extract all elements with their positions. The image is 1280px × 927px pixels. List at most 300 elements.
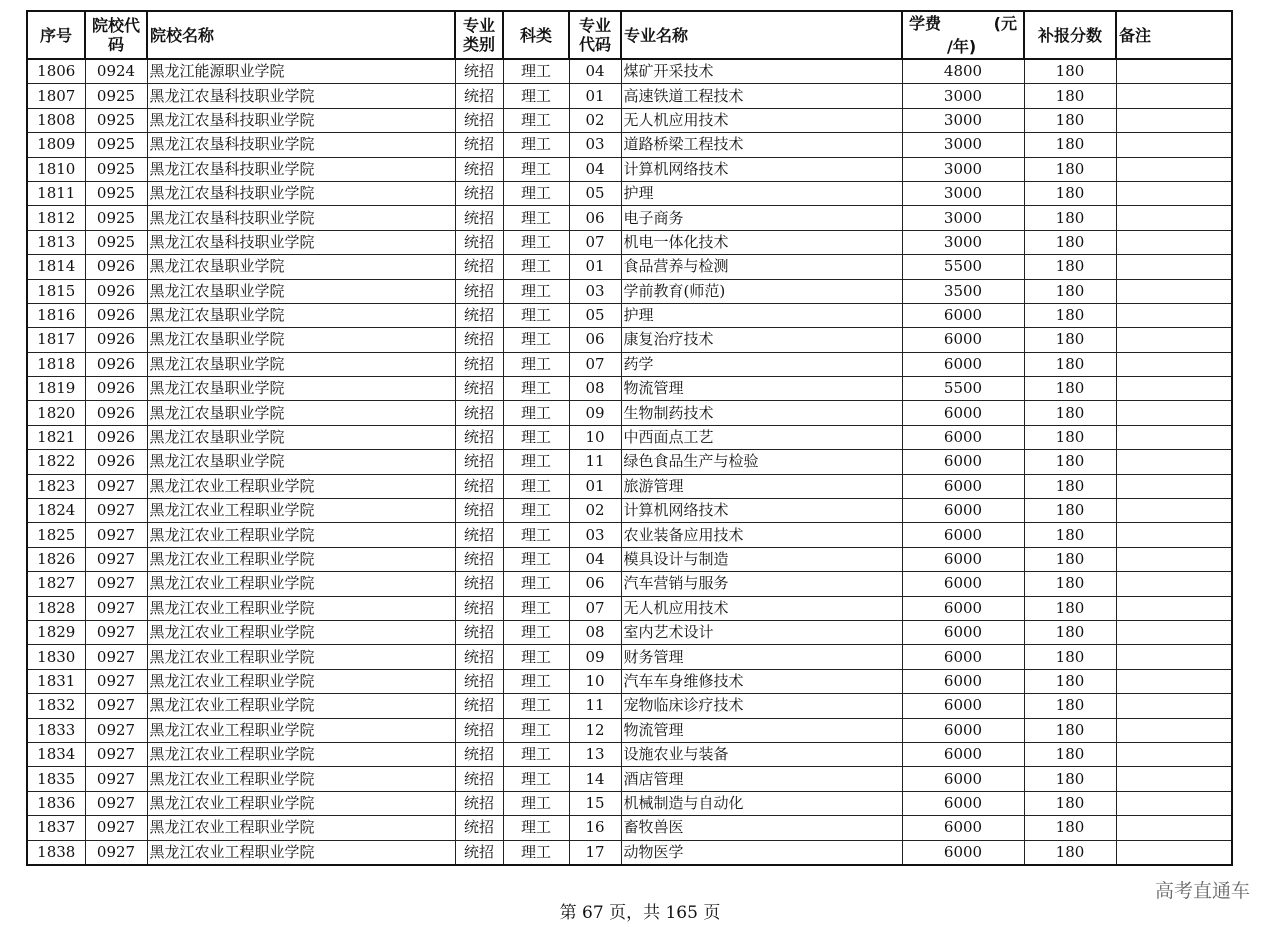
cell-major-type: 统招	[455, 523, 503, 547]
cell-major-name: 药学	[621, 352, 902, 376]
cell-school-name: 黑龙江农业工程职业学院	[147, 767, 455, 791]
table-row	[27, 523, 1232, 547]
cell-school-name: 黑龙江农业工程职业学院	[147, 499, 455, 523]
cell-fee: 3500	[902, 279, 1024, 303]
table-row	[27, 547, 1232, 571]
cell-note	[1116, 133, 1232, 157]
cell-fee: 6000	[902, 694, 1024, 718]
header-school-code: 院校代码	[85, 11, 147, 59]
cell-fee: 3000	[902, 230, 1024, 254]
cell-major-name: 机电一体化技术	[621, 230, 902, 254]
admissions-table-container	[26, 10, 1231, 866]
header-score: 补报分数	[1024, 11, 1116, 59]
cell-subject: 理工	[503, 401, 569, 425]
cell-major-name: 农业装备应用技术	[621, 523, 902, 547]
cell-fee: 6000	[902, 499, 1024, 523]
cell-major-name: 室内艺术设计	[621, 620, 902, 644]
cell-major-code: 07	[569, 352, 621, 376]
cell-major-type: 统招	[455, 328, 503, 352]
cell-seq: 1830	[27, 645, 85, 669]
cell-note	[1116, 279, 1232, 303]
cell-school-code: 0925	[85, 181, 147, 205]
cell-score: 180	[1024, 669, 1116, 693]
cell-note	[1116, 572, 1232, 596]
cell-subject: 理工	[503, 547, 569, 571]
cell-subject: 理工	[503, 206, 569, 230]
cell-major-code: 09	[569, 645, 621, 669]
cell-school-name: 黑龙江农业工程职业学院	[147, 572, 455, 596]
cell-note	[1116, 645, 1232, 669]
cell-major-code: 01	[569, 255, 621, 279]
cell-major-code: 08	[569, 377, 621, 401]
cell-major-name: 机械制造与自动化	[621, 791, 902, 815]
cell-major-code: 02	[569, 108, 621, 132]
cell-score: 180	[1024, 474, 1116, 498]
table-row	[27, 499, 1232, 523]
cell-fee: 6000	[902, 596, 1024, 620]
cell-fee: 6000	[902, 547, 1024, 571]
cell-major-type: 统招	[455, 718, 503, 742]
cell-seq: 1815	[27, 279, 85, 303]
cell-subject: 理工	[503, 572, 569, 596]
cell-major-code: 11	[569, 694, 621, 718]
watermark-text: 高考直通车	[1154, 880, 1250, 902]
cell-fee: 6000	[902, 425, 1024, 449]
cell-score: 180	[1024, 352, 1116, 376]
cell-seq: 1811	[27, 181, 85, 205]
cell-score: 180	[1024, 742, 1116, 766]
table-row	[27, 669, 1232, 693]
cell-note	[1116, 816, 1232, 840]
cell-major-name: 酒店管理	[621, 767, 902, 791]
cell-note	[1116, 840, 1232, 865]
cell-subject: 理工	[503, 279, 569, 303]
cell-school-name: 黑龙江农业工程职业学院	[147, 620, 455, 644]
cell-school-code: 0926	[85, 377, 147, 401]
cell-note	[1116, 59, 1232, 84]
cell-note	[1116, 669, 1232, 693]
cell-fee: 6000	[902, 791, 1024, 815]
cell-subject: 理工	[503, 450, 569, 474]
cell-major-type: 统招	[455, 816, 503, 840]
cell-seq: 1812	[27, 206, 85, 230]
cell-major-type: 统招	[455, 840, 503, 865]
cell-major-type: 统招	[455, 596, 503, 620]
cell-score: 180	[1024, 620, 1116, 644]
cell-school-code: 0925	[85, 84, 147, 108]
table-row	[27, 279, 1232, 303]
cell-major-code: 04	[569, 157, 621, 181]
cell-major-name: 无人机应用技术	[621, 108, 902, 132]
cell-major-name: 学前教育(师范)	[621, 279, 902, 303]
table-row	[27, 206, 1232, 230]
cell-note	[1116, 523, 1232, 547]
cell-seq: 1806	[27, 59, 85, 84]
cell-seq: 1822	[27, 450, 85, 474]
cell-fee: 3000	[902, 108, 1024, 132]
cell-major-name: 计算机网络技术	[621, 157, 902, 181]
table-row	[27, 352, 1232, 376]
cell-subject: 理工	[503, 742, 569, 766]
cell-score: 180	[1024, 279, 1116, 303]
cell-school-code: 0925	[85, 108, 147, 132]
cell-major-type: 统招	[455, 547, 503, 571]
cell-school-name: 黑龙江农垦职业学院	[147, 352, 455, 376]
cell-school-code: 0925	[85, 157, 147, 181]
table-row	[27, 474, 1232, 498]
cell-subject: 理工	[503, 255, 569, 279]
cell-seq: 1829	[27, 620, 85, 644]
table-row	[27, 450, 1232, 474]
cell-major-type: 统招	[455, 230, 503, 254]
cell-major-name: 食品营养与检测	[621, 255, 902, 279]
cell-school-code: 0927	[85, 669, 147, 693]
cell-major-code: 01	[569, 474, 621, 498]
cell-subject: 理工	[503, 328, 569, 352]
cell-seq: 1813	[27, 230, 85, 254]
cell-major-name: 护理	[621, 303, 902, 327]
cell-subject: 理工	[503, 596, 569, 620]
cell-school-code: 0927	[85, 523, 147, 547]
cell-score: 180	[1024, 255, 1116, 279]
cell-note	[1116, 499, 1232, 523]
admissions-table	[26, 10, 1233, 866]
cell-note	[1116, 352, 1232, 376]
cell-major-type: 统招	[455, 59, 503, 84]
cell-seq: 1826	[27, 547, 85, 571]
header-seq: 序号	[27, 11, 85, 59]
cell-note	[1116, 791, 1232, 815]
cell-subject: 理工	[503, 474, 569, 498]
cell-fee: 5500	[902, 255, 1024, 279]
cell-seq: 1820	[27, 401, 85, 425]
cell-school-name: 黑龙江农业工程职业学院	[147, 547, 455, 571]
cell-school-name: 黑龙江农业工程职业学院	[147, 669, 455, 693]
cell-note	[1116, 157, 1232, 181]
cell-major-name: 电子商务	[621, 206, 902, 230]
cell-fee: 3000	[902, 84, 1024, 108]
cell-note	[1116, 425, 1232, 449]
cell-major-name: 康复治疗技术	[621, 328, 902, 352]
cell-score: 180	[1024, 450, 1116, 474]
cell-seq: 1832	[27, 694, 85, 718]
header-major-type: 专业类别	[455, 11, 503, 59]
cell-subject: 理工	[503, 377, 569, 401]
table-row	[27, 133, 1232, 157]
cell-major-code: 10	[569, 425, 621, 449]
cell-school-code: 0927	[85, 572, 147, 596]
cell-major-code: 07	[569, 596, 621, 620]
cell-school-name: 黑龙江农垦科技职业学院	[147, 133, 455, 157]
table-row	[27, 718, 1232, 742]
cell-school-name: 黑龙江农垦科技职业学院	[147, 230, 455, 254]
cell-subject: 理工	[503, 108, 569, 132]
cell-note	[1116, 401, 1232, 425]
cell-major-type: 统招	[455, 499, 503, 523]
cell-major-type: 统招	[455, 669, 503, 693]
cell-note	[1116, 377, 1232, 401]
header-school-name: 院校名称	[147, 11, 455, 59]
cell-seq: 1825	[27, 523, 85, 547]
cell-score: 180	[1024, 181, 1116, 205]
cell-major-code: 03	[569, 133, 621, 157]
cell-school-name: 黑龙江农业工程职业学院	[147, 742, 455, 766]
cell-major-type: 统招	[455, 450, 503, 474]
cell-major-name: 无人机应用技术	[621, 596, 902, 620]
cell-seq: 1819	[27, 377, 85, 401]
cell-fee: 6000	[902, 669, 1024, 693]
cell-subject: 理工	[503, 645, 569, 669]
cell-score: 180	[1024, 377, 1116, 401]
cell-school-name: 黑龙江农垦职业学院	[147, 450, 455, 474]
cell-school-name: 黑龙江农垦职业学院	[147, 425, 455, 449]
cell-seq: 1816	[27, 303, 85, 327]
cell-score: 180	[1024, 694, 1116, 718]
cell-major-name: 绿色食品生产与检验	[621, 450, 902, 474]
cell-school-code: 0927	[85, 694, 147, 718]
cell-note	[1116, 596, 1232, 620]
cell-score: 180	[1024, 328, 1116, 352]
table-header-row	[27, 11, 1232, 59]
cell-note	[1116, 694, 1232, 718]
cell-seq: 1833	[27, 718, 85, 742]
cell-seq: 1831	[27, 669, 85, 693]
cell-subject: 理工	[503, 669, 569, 693]
cell-major-type: 统招	[455, 425, 503, 449]
cell-score: 180	[1024, 230, 1116, 254]
cell-note	[1116, 742, 1232, 766]
header-note: 备注	[1116, 11, 1232, 59]
header-fee-unit-year: /年)	[947, 37, 977, 56]
cell-seq: 1835	[27, 767, 85, 791]
cell-fee: 6000	[902, 523, 1024, 547]
cell-school-code: 0926	[85, 328, 147, 352]
cell-major-type: 统招	[455, 377, 503, 401]
cell-score: 180	[1024, 572, 1116, 596]
cell-major-name: 宠物临床诊疗技术	[621, 694, 902, 718]
cell-school-code: 0926	[85, 450, 147, 474]
cell-note	[1116, 450, 1232, 474]
cell-school-name: 黑龙江农业工程职业学院	[147, 816, 455, 840]
cell-note	[1116, 620, 1232, 644]
cell-score: 180	[1024, 718, 1116, 742]
table-row	[27, 84, 1232, 108]
cell-major-name: 物流管理	[621, 718, 902, 742]
cell-school-name: 黑龙江农业工程职业学院	[147, 474, 455, 498]
cell-seq: 1827	[27, 572, 85, 596]
cell-school-code: 0927	[85, 791, 147, 815]
cell-fee: 6000	[902, 840, 1024, 865]
cell-major-name: 道路桥梁工程技术	[621, 133, 902, 157]
cell-subject: 理工	[503, 499, 569, 523]
cell-major-type: 统招	[455, 620, 503, 644]
cell-school-code: 0927	[85, 767, 147, 791]
cell-note	[1116, 230, 1232, 254]
cell-fee: 6000	[902, 328, 1024, 352]
cell-school-name: 黑龙江农业工程职业学院	[147, 694, 455, 718]
cell-major-name: 计算机网络技术	[621, 499, 902, 523]
cell-major-code: 13	[569, 742, 621, 766]
cell-major-code: 07	[569, 230, 621, 254]
cell-major-code: 15	[569, 791, 621, 815]
cell-fee: 6000	[902, 816, 1024, 840]
cell-score: 180	[1024, 523, 1116, 547]
cell-school-code: 0926	[85, 352, 147, 376]
cell-major-code: 04	[569, 547, 621, 571]
cell-score: 180	[1024, 840, 1116, 865]
cell-subject: 理工	[503, 133, 569, 157]
cell-score: 180	[1024, 596, 1116, 620]
cell-major-type: 统招	[455, 791, 503, 815]
cell-subject: 理工	[503, 84, 569, 108]
cell-subject: 理工	[503, 523, 569, 547]
cell-school-name: 黑龙江农垦职业学院	[147, 255, 455, 279]
cell-major-type: 统招	[455, 572, 503, 596]
table-row	[27, 59, 1232, 84]
cell-subject: 理工	[503, 840, 569, 865]
cell-school-name: 黑龙江农垦职业学院	[147, 303, 455, 327]
cell-score: 180	[1024, 59, 1116, 84]
cell-seq: 1809	[27, 133, 85, 157]
cell-score: 180	[1024, 547, 1116, 571]
cell-school-name: 黑龙江农垦职业学院	[147, 279, 455, 303]
table-row	[27, 108, 1232, 132]
table-row	[27, 620, 1232, 644]
cell-subject: 理工	[503, 230, 569, 254]
cell-fee: 5500	[902, 377, 1024, 401]
cell-fee: 6000	[902, 352, 1024, 376]
cell-seq: 1834	[27, 742, 85, 766]
cell-seq: 1824	[27, 499, 85, 523]
cell-score: 180	[1024, 133, 1116, 157]
cell-score: 180	[1024, 401, 1116, 425]
cell-major-name: 煤矿开采技术	[621, 59, 902, 84]
cell-note	[1116, 255, 1232, 279]
cell-school-code: 0926	[85, 279, 147, 303]
cell-school-name: 黑龙江农垦科技职业学院	[147, 108, 455, 132]
cell-school-name: 黑龙江农垦科技职业学院	[147, 157, 455, 181]
cell-major-name: 汽车营销与服务	[621, 572, 902, 596]
cell-seq: 1814	[27, 255, 85, 279]
cell-major-code: 06	[569, 206, 621, 230]
cell-major-code: 06	[569, 572, 621, 596]
cell-major-type: 统招	[455, 352, 503, 376]
cell-major-name: 护理	[621, 181, 902, 205]
header-fee	[902, 11, 1024, 59]
cell-major-name: 模具设计与制造	[621, 547, 902, 571]
cell-major-type: 统招	[455, 133, 503, 157]
cell-fee: 3000	[902, 206, 1024, 230]
cell-major-type: 统招	[455, 255, 503, 279]
cell-school-code: 0926	[85, 303, 147, 327]
cell-major-code: 02	[569, 499, 621, 523]
cell-score: 180	[1024, 303, 1116, 327]
table-row	[27, 181, 1232, 205]
cell-subject: 理工	[503, 791, 569, 815]
cell-fee: 6000	[902, 303, 1024, 327]
table-row	[27, 840, 1232, 865]
cell-major-type: 统招	[455, 401, 503, 425]
cell-seq: 1807	[27, 84, 85, 108]
cell-seq: 1838	[27, 840, 85, 865]
cell-note	[1116, 206, 1232, 230]
cell-school-code: 0926	[85, 255, 147, 279]
cell-school-name: 黑龙江农垦职业学院	[147, 328, 455, 352]
header-major-code: 专业代码	[569, 11, 621, 59]
cell-note	[1116, 328, 1232, 352]
page-number: 第 67 页，共 165 页	[559, 903, 721, 923]
cell-note	[1116, 474, 1232, 498]
cell-fee: 3000	[902, 157, 1024, 181]
cell-note	[1116, 547, 1232, 571]
cell-seq: 1836	[27, 791, 85, 815]
cell-major-type: 统招	[455, 84, 503, 108]
cell-major-name: 高速铁道工程技术	[621, 84, 902, 108]
cell-school-name: 黑龙江农垦科技职业学院	[147, 181, 455, 205]
header-major-name: 专业名称	[621, 11, 902, 59]
header-fee-unit-yuan: (元	[993, 14, 1017, 33]
cell-subject: 理工	[503, 718, 569, 742]
cell-major-type: 统招	[455, 742, 503, 766]
cell-subject: 理工	[503, 303, 569, 327]
cell-major-type: 统招	[455, 157, 503, 181]
table-row	[27, 694, 1232, 718]
cell-subject: 理工	[503, 157, 569, 181]
table-row	[27, 742, 1232, 766]
cell-subject: 理工	[503, 816, 569, 840]
cell-fee: 4800	[902, 59, 1024, 84]
table-row	[27, 303, 1232, 327]
cell-note	[1116, 84, 1232, 108]
cell-major-name: 畜牧兽医	[621, 816, 902, 840]
table-row	[27, 230, 1232, 254]
cell-major-type: 统招	[455, 181, 503, 205]
table-row	[27, 572, 1232, 596]
table-row	[27, 157, 1232, 181]
table-row	[27, 425, 1232, 449]
cell-major-name: 生物制药技术	[621, 401, 902, 425]
cell-major-name: 动物医学	[621, 840, 902, 865]
cell-fee: 6000	[902, 450, 1024, 474]
cell-school-name: 黑龙江农垦职业学院	[147, 377, 455, 401]
cell-school-name: 黑龙江农业工程职业学院	[147, 645, 455, 669]
cell-major-type: 统招	[455, 279, 503, 303]
cell-school-name: 黑龙江能源职业学院	[147, 59, 455, 84]
cell-major-name: 设施农业与装备	[621, 742, 902, 766]
cell-score: 180	[1024, 645, 1116, 669]
cell-major-code: 16	[569, 816, 621, 840]
cell-fee: 6000	[902, 474, 1024, 498]
cell-score: 180	[1024, 108, 1116, 132]
cell-school-code: 0927	[85, 596, 147, 620]
cell-school-name: 黑龙江农业工程职业学院	[147, 791, 455, 815]
cell-score: 180	[1024, 206, 1116, 230]
cell-major-code: 06	[569, 328, 621, 352]
cell-major-code: 10	[569, 669, 621, 693]
cell-major-name: 汽车车身维修技术	[621, 669, 902, 693]
cell-school-code: 0927	[85, 840, 147, 865]
cell-score: 180	[1024, 157, 1116, 181]
cell-school-code: 0927	[85, 620, 147, 644]
cell-school-code: 0927	[85, 499, 147, 523]
cell-school-code: 0925	[85, 230, 147, 254]
cell-subject: 理工	[503, 620, 569, 644]
cell-subject: 理工	[503, 181, 569, 205]
cell-score: 180	[1024, 425, 1116, 449]
cell-major-code: 09	[569, 401, 621, 425]
table-body	[27, 59, 1232, 865]
cell-school-code: 0927	[85, 645, 147, 669]
